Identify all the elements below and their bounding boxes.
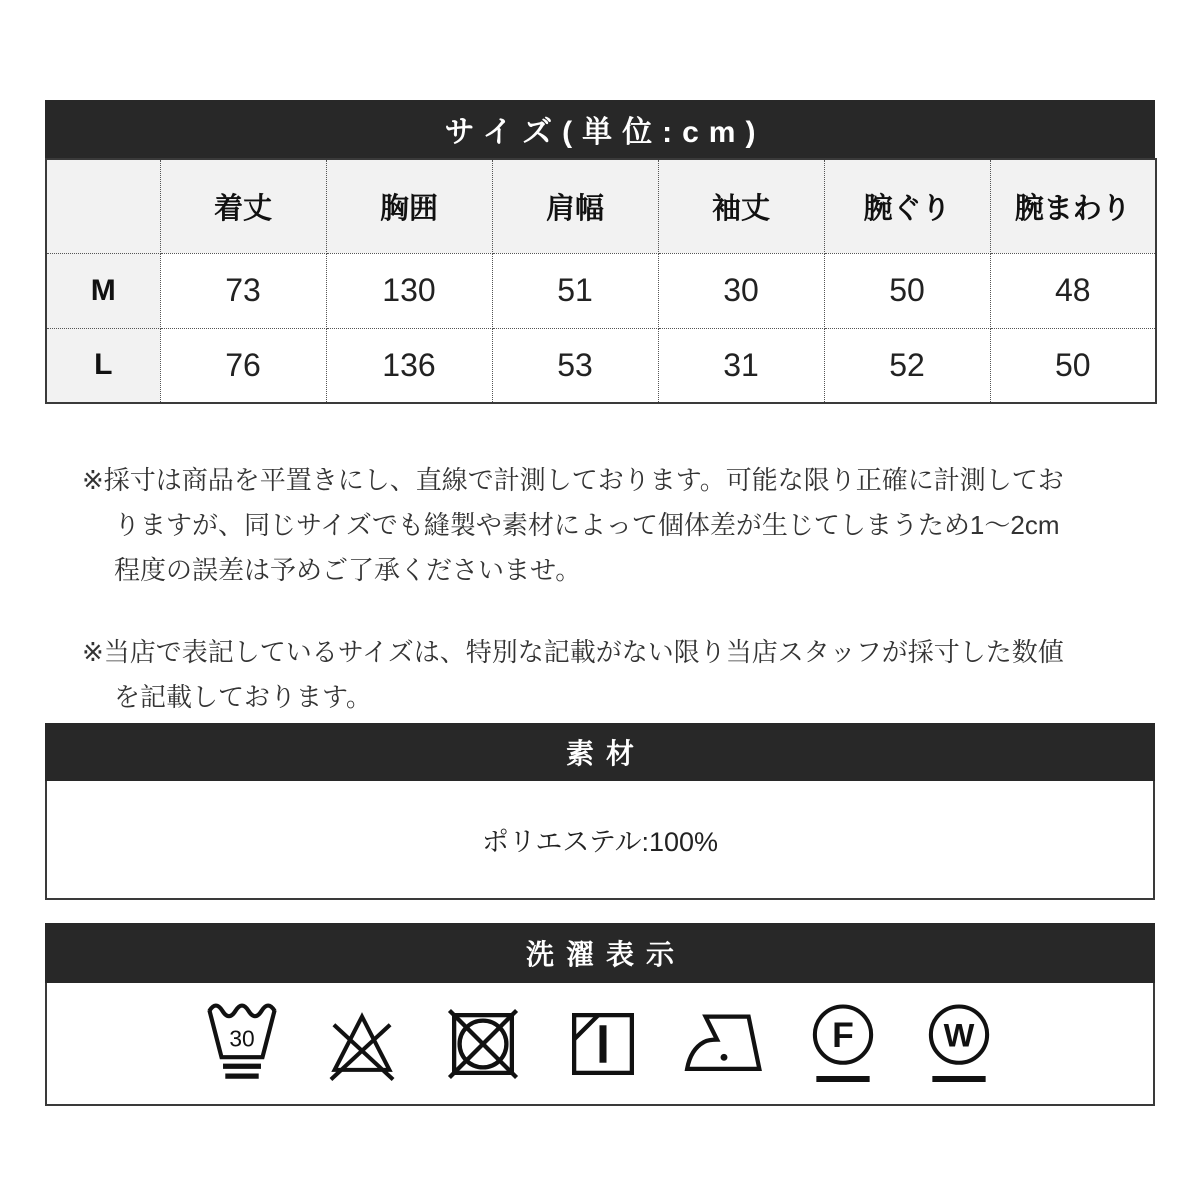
cell-l-sleeve: 31 — [658, 328, 824, 403]
cell-m-sleeve: 30 — [658, 253, 824, 328]
column-header-sleeve: 袖丈 — [658, 159, 824, 253]
cell-l-chest: 136 — [326, 328, 492, 403]
table-row-m — [46, 253, 1156, 328]
cell-m-chest: 130 — [326, 253, 492, 328]
cell-m-shoulder: 51 — [492, 253, 658, 328]
row-label-l: L — [46, 328, 160, 403]
svg-text:F: F — [832, 1015, 854, 1056]
material-body — [45, 781, 1155, 900]
material-title: 素材 — [565, 738, 646, 769]
laundry-care-section — [45, 923, 1155, 1106]
size-table — [45, 158, 1157, 404]
cell-l-body-length: 76 — [160, 328, 326, 403]
cell-l-armhole: 52 — [824, 328, 990, 403]
laundry-icons-row — [45, 983, 1155, 1106]
table-row-l — [46, 328, 1156, 403]
laundry-title: 洗濯表示 — [525, 939, 686, 970]
do-not-bleach-icon — [322, 1007, 402, 1081]
column-header-shoulder: 肩幅 — [492, 159, 658, 253]
svg-text:30: 30 — [229, 1025, 255, 1052]
line-dry-in-shade-icon — [564, 1005, 642, 1083]
staff-measured-note: ※当店で表記しているサイズは、特別な記載がない限り当店スタッフが採寸した数値を記載しております。 — [82, 637, 1064, 712]
cell-m-armhole: 50 — [824, 253, 990, 328]
cell-l-arm-width: 50 — [990, 328, 1156, 403]
do-not-tumble-dry-icon — [444, 1005, 522, 1083]
material-title-bar — [45, 723, 1155, 781]
measurement-note: ※採寸は商品を平置きにし、直線で計測しております。可能な限り正確に計測しておりますが、同じサイズでも縫製や素材によって個体差が生じてしまうため1〜2cm程度の誤差は予めご了承くださいませ。 — [82, 465, 1064, 585]
size-table-title-bar — [45, 100, 1155, 158]
material-value: ポリエステル:100% — [481, 827, 719, 857]
column-header-armhole: 腕ぐり — [824, 159, 990, 253]
cell-m-arm-width: 48 — [990, 253, 1156, 328]
size-table-title: サイズ(単位:cm) — [444, 116, 766, 149]
column-header-body-length: 着丈 — [160, 159, 326, 253]
cell-m-body-length: 73 — [160, 253, 326, 328]
dry-clean-petroleum-gentle-icon — [806, 1001, 880, 1086]
laundry-title-bar — [45, 923, 1155, 983]
wash-30-very-gentle-icon — [204, 1001, 280, 1086]
material-section — [45, 723, 1155, 900]
size-table-header-row — [46, 159, 1156, 253]
cell-l-shoulder: 53 — [492, 328, 658, 403]
column-header-chest: 胸囲 — [326, 159, 492, 253]
corner-cell — [46, 159, 160, 253]
column-header-arm-width: 腕まわり — [990, 159, 1156, 253]
size-table-section — [45, 100, 1155, 404]
svg-text:W: W — [943, 1017, 975, 1054]
row-label-m: M — [46, 253, 160, 328]
wet-clean-gentle-icon — [922, 1001, 996, 1086]
iron-low-heat-icon — [684, 1012, 764, 1075]
